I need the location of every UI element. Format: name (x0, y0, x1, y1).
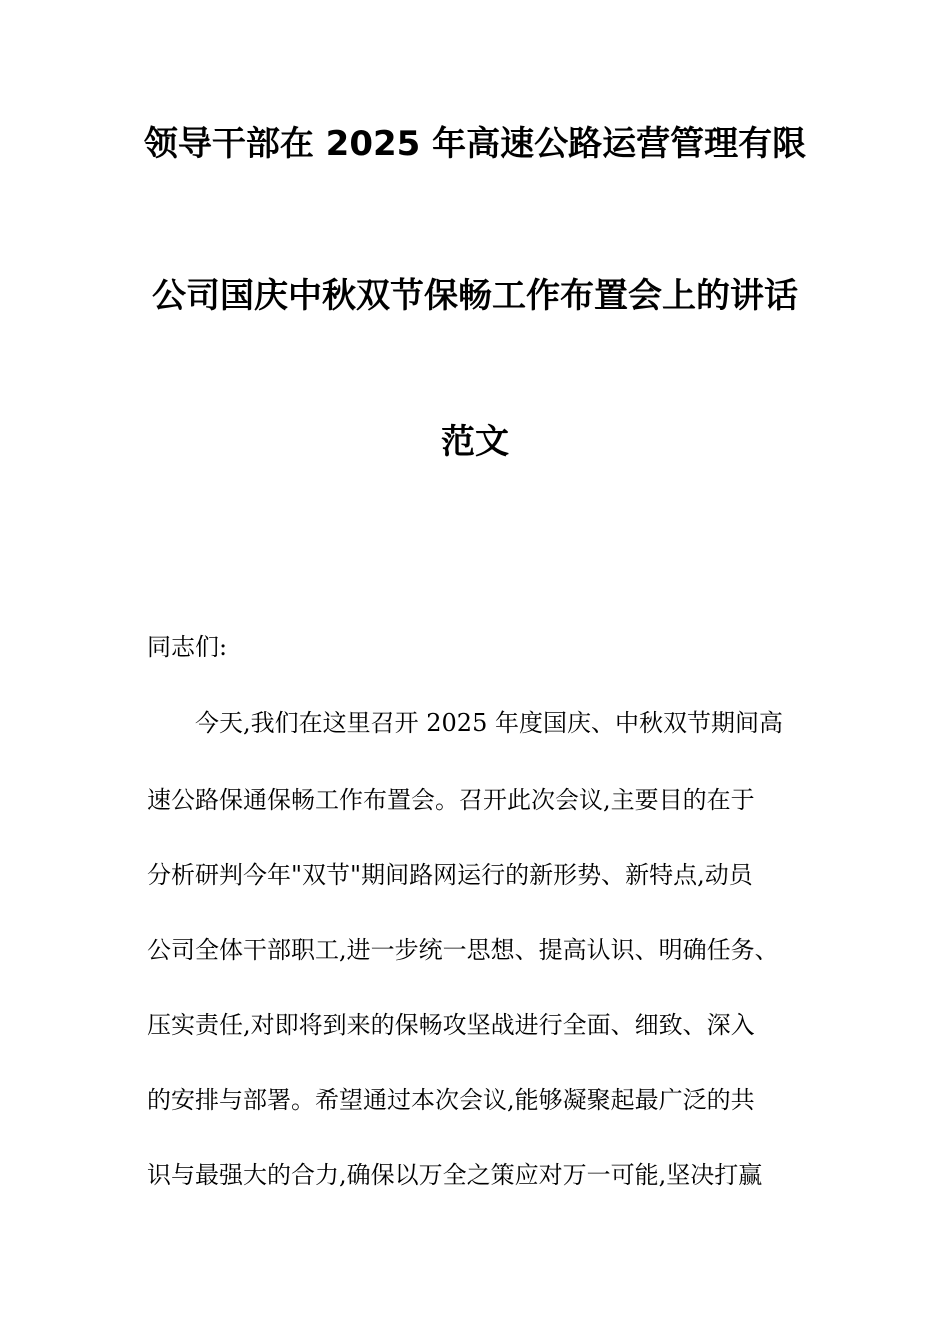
document-title-line-2: 公司国庆中秋双节保畅工作布置会上的讲话 (152, 276, 798, 316)
salutation: 同志们: (147, 633, 228, 661)
paragraph-line-6: 的安排与部署。希望通过本次会议,能够凝聚起最广泛的共 (147, 1086, 755, 1114)
paragraph-line-4: 公司全体干部职工,进一步统一思想、提高认识、明确任务、 (147, 936, 779, 964)
paragraph-line-2: 速公路保通保畅工作布置会。召开此次会议,主要目的在于 (147, 786, 755, 814)
paragraph-line-3: 分析研判今年"双节"期间路网运行的新形势、新特点,动员 (147, 861, 753, 889)
document-title-line-1: 领导干部在 2025 年高速公路运营管理有限 (143, 124, 807, 164)
paragraph-line-5: 压实责任,对即将到来的保畅攻坚战进行全面、细致、深入 (147, 1011, 755, 1039)
paragraph-line-7: 识与最强大的合力,确保以万全之策应对万一可能,坚决打赢 (147, 1161, 763, 1189)
document-title-line-3: 范文 (441, 422, 509, 462)
paragraph-line-1: 今天,我们在这里召开 2025 年度国庆、中秋双节期间高 (195, 709, 783, 737)
